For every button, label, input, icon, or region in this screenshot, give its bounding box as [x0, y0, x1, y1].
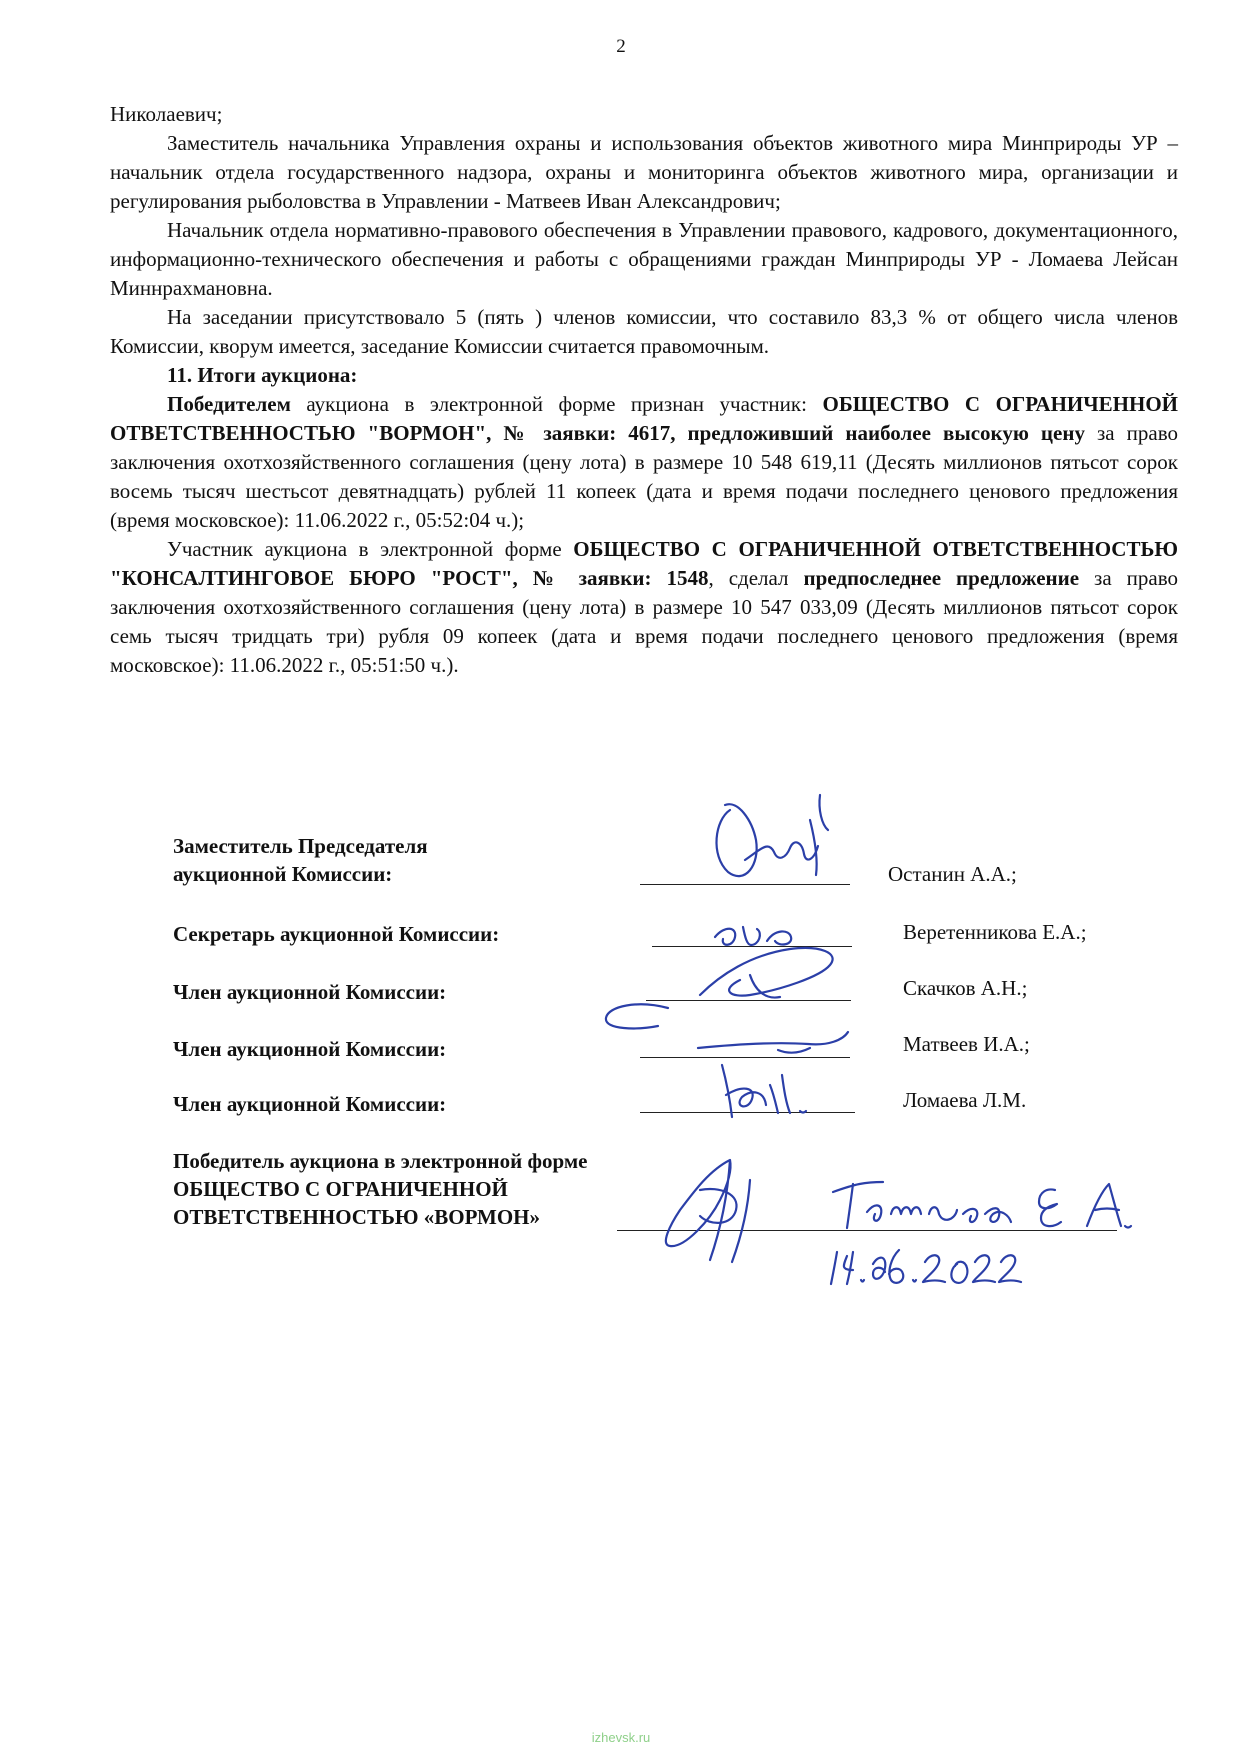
paragraph-continuation: Николаевич;: [110, 102, 223, 126]
winner-text-2: за право заключения охотхозяйственного соглашения (цену лота) в размере 10 548 619,11 (Десять миллионов пятьсот сорок восемь тысяч шестьсот девятнадцать) рублей 11 копеек (дата и время подачи последнего ценового предложения (время московское): 11.06.2022 г., 05:52:04 ч.);: [110, 421, 1178, 532]
winner-lead: Победителем: [167, 392, 291, 416]
winner-label-line2: ОБЩЕСТВО С ОГРАНИЧЕННОЙ: [173, 1177, 508, 1201]
winner-text-1: аукциона в электронной форме признан участник:: [290, 392, 823, 416]
signatory-name: Веретенникова Е.А.;: [903, 920, 1087, 944]
paragraph-second-place: [110, 535, 1178, 680]
winner-company: ОБЩЕСТВО С ОГРАНИЧЕННОЙ ОТВЕТСТВЕННОСТЬЮ "ВОРМОН", № заявки: 4617, предложивший наиболее высокую цену: [110, 392, 1178, 445]
signatory-name: Ломаева Л.М.: [903, 1088, 1027, 1112]
signature-label: Секретарь аукционной Комиссии:: [173, 922, 500, 946]
winner-label-line3: ОТВЕТСТВЕННОСТЬЮ «ВОРМОН»: [173, 1205, 541, 1229]
page-number: 2: [616, 36, 626, 57]
document-body: [110, 100, 1178, 680]
handwritten-date-icon: [825, 1240, 1025, 1290]
paragraph-member-lomaeva: Начальник отдела нормативно-правового обеспечения в Управлении правового, кадрового, документационного, информационно-технического обеспечения и работы с обращениями граждан Минприроды УР - Ломаева Лейсан Миннрахмановна.: [110, 218, 1178, 300]
signature-label-line1: Заместитель Председателя: [173, 834, 428, 858]
second-text-3: за право заключения охотхозяйственного соглашения (цену лота) в размере 10 547 033,09 (Десять миллионов пятьсот сорок семь тысяч тридцать три) рубля 09 копеек (дата и время подачи последнего ценового предложения (время московское): 11.06.2022 г., 05:51:50 ч.).: [110, 566, 1179, 677]
handwritten-winner-name-icon: [825, 1170, 1155, 1240]
signatory-name: Останин А.А.;: [888, 862, 1017, 886]
winner-signature-block: [173, 1147, 587, 1231]
paragraph-winner: [110, 390, 1178, 535]
signatory-name: Скачков А.Н.;: [903, 976, 1028, 1000]
footer-watermark: izhevsk.ru: [591, 1730, 651, 1745]
signatory-name: Матвеев И.А.;: [903, 1032, 1030, 1056]
second-company: ОБЩЕСТВО С ОГРАНИЧЕННОЙ ОТВЕТСТВЕННОСТЬЮ "КОНСАЛТИНГОВОЕ БЮРО "РОСТ", № заявки: 1548: [110, 537, 1178, 590]
signature-ostanin-icon: [690, 780, 860, 890]
signature-label: Член аукционной Комиссии:: [173, 1037, 447, 1061]
second-text-1: Участник аукциона в электронной форме: [167, 537, 574, 561]
second-text-2: , сделал: [708, 566, 804, 590]
signature-label: Член аукционной Комиссии:: [173, 1092, 447, 1116]
signature-label: [173, 832, 428, 888]
paragraph-member-matveev: Заместитель начальника Управления охраны и использования объектов животного мира Минприроды УР – начальник отдела государственного надзора, охраны и мониторинга объектов животного мира, организации и регулирования рыболовства в Управлении - Матвеев Иван Александрович;: [110, 131, 1178, 213]
second-offer-label: предпоследнее предложение: [803, 566, 1080, 590]
section-heading: 11. Итоги аукциона:: [167, 363, 358, 387]
winner-label-line1: Победитель аукциона в электронной форме: [173, 1149, 588, 1173]
signature-label: Член аукционной Комиссии:: [173, 980, 447, 1004]
signature-winner-icon: [640, 1150, 800, 1270]
signature-lomaeva-icon: [712, 1055, 822, 1125]
paragraph-quorum: На заседании присутствовало 5 (пять ) членов комиссии, что составило 83,3 % от общего числа членов Комиссии, кворум имеется, заседание Комиссии считается правомочным.: [110, 305, 1178, 358]
signature-label-line2: аукционной Комиссии:: [173, 862, 393, 886]
